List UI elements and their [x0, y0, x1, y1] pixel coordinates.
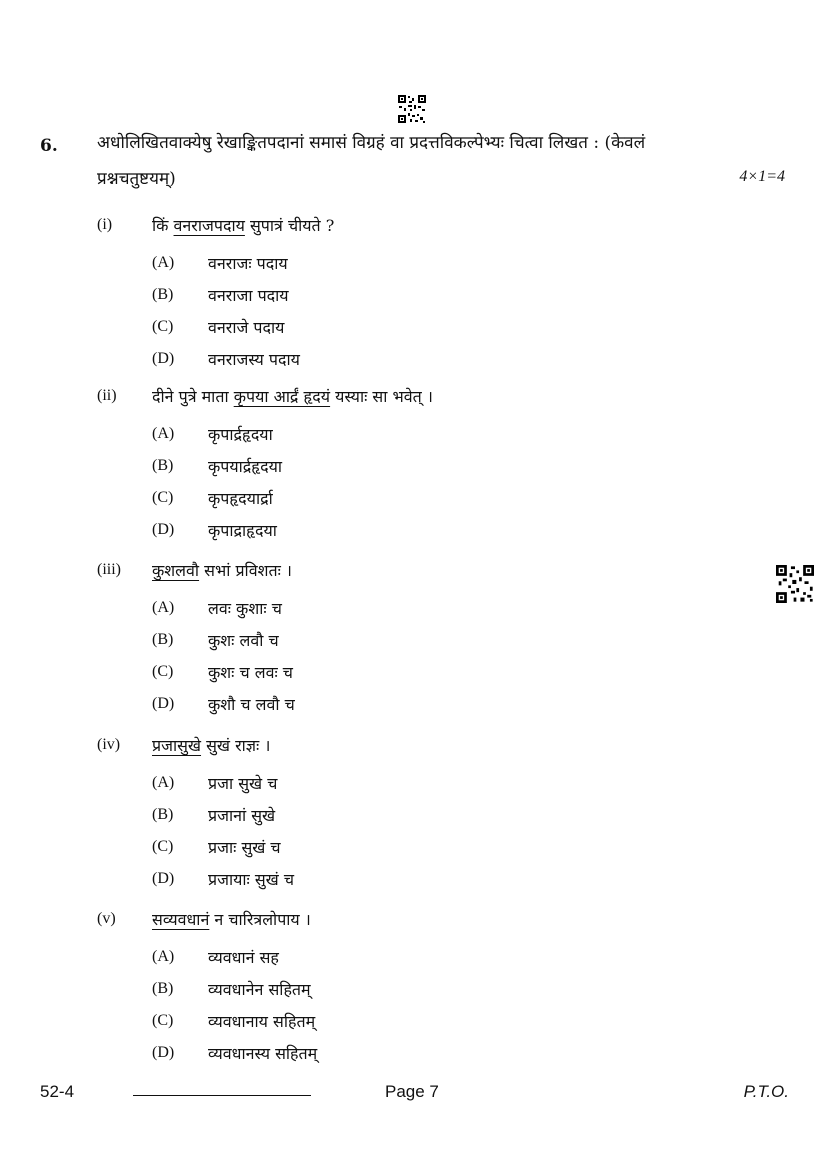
marks-allocation: 4×1=4 — [739, 168, 785, 185]
option-text: कृपार्द्रहृदया — [208, 425, 273, 444]
option-label: (D) — [152, 350, 175, 367]
option-text: कृपयार्द्रहृदया — [208, 457, 283, 476]
page-number: Page 7 — [385, 1082, 439, 1101]
underlined-word: वनराजपदाय — [173, 216, 245, 235]
option-label: (A) — [152, 599, 175, 616]
option-text: प्रजाः सुखं च — [208, 838, 281, 857]
option-text: कुशौ च लवौ च — [208, 695, 295, 714]
option-label: (A) — [152, 774, 175, 791]
stem-text-before: दीने पुत्रे माता — [152, 387, 234, 406]
option-label: (D) — [152, 870, 175, 887]
stem-text-after: सुखं राज्ञः । — [201, 736, 271, 755]
option-label: (D) — [152, 521, 175, 538]
question-instruction: अधोलिखितवाक्येषु रेखाङ्कितपदानां समासं विग्रहं वा प्रदत्तविकल्पेभ्यः चित्वा लिखत : (केवलं — [97, 133, 646, 153]
stem-text-after: न चारित्रलोपाय । — [209, 910, 311, 929]
underlined-word: कुशलवौ — [152, 561, 200, 580]
option-label: (C) — [152, 1012, 174, 1029]
option-text: व्यवधानेन सहितम् — [208, 980, 311, 999]
option-text: वनराजा पदाय — [208, 286, 289, 305]
option-text: व्यवधानस्य सहितम् — [208, 1044, 318, 1063]
option-text: वनराजस्य पदाय — [208, 350, 300, 369]
option-text: प्रजायाः सुखं च — [208, 870, 295, 889]
stem-text-after: सभां प्रविशतः । — [199, 561, 292, 580]
footer-divider — [133, 1095, 311, 1096]
underlined-word: सव्यवधानं — [152, 910, 210, 929]
option-label: (B) — [152, 631, 174, 648]
option-text: लवः कुशाः च — [208, 599, 282, 618]
underlined-word: प्रजासुखे — [152, 736, 202, 755]
question-instruction-continued: प्रश्नचतुष्टयम्) — [97, 169, 176, 189]
option-label: (C) — [152, 838, 174, 855]
subquestion-stem — [152, 908, 311, 930]
side-qr-code-icon — [776, 565, 814, 603]
option-text: कृपहृदयार्द्रा — [208, 489, 273, 508]
subquestion-number: (i) — [97, 216, 113, 233]
option-label: (D) — [152, 1044, 175, 1061]
underlined-word: कृपया आर्द्रं हृदयं — [233, 387, 331, 406]
subquestion-stem — [152, 385, 433, 407]
option-label: (C) — [152, 489, 174, 506]
option-text: वनराजे पदाय — [208, 318, 285, 337]
option-text: व्यवधानाय सहितम् — [208, 1012, 316, 1031]
please-turn-over: P.T.O. — [743, 1082, 789, 1101]
option-label: (A) — [152, 254, 175, 271]
option-text: व्यवधानं सह — [208, 948, 279, 967]
top-qr-code-icon — [398, 95, 426, 123]
option-text: प्रजा सुखे च — [208, 774, 278, 793]
paper-code: 52-4 — [40, 1082, 75, 1101]
stem-text-before: किं — [152, 216, 174, 235]
option-label: (C) — [152, 318, 174, 335]
option-label: (A) — [152, 425, 175, 442]
option-label: (B) — [152, 980, 174, 997]
stem-text-after: यस्याः सा भवेत् । — [330, 387, 433, 406]
option-label: (B) — [152, 457, 174, 474]
subquestion-number: (v) — [97, 910, 116, 927]
option-text: कुशः लवौ च — [208, 631, 279, 650]
option-label: (C) — [152, 663, 174, 680]
stem-text-after: सुपात्रं चीयते ? — [244, 216, 335, 235]
subquestion-stem — [152, 734, 270, 756]
option-text: वनराजः पदाय — [208, 254, 288, 273]
option-text: प्रजानां सुखे — [208, 806, 276, 825]
option-label: (A) — [152, 948, 175, 965]
option-text: कुशः च लवः च — [208, 663, 293, 682]
question-number: 6. — [40, 136, 58, 156]
subquestion-number: (iv) — [97, 736, 121, 753]
subquestion-stem — [152, 214, 334, 236]
option-label: (B) — [152, 806, 174, 823]
subquestion-number: (iii) — [97, 561, 121, 578]
subquestion-number: (ii) — [97, 387, 117, 404]
option-label: (B) — [152, 286, 174, 303]
option-label: (D) — [152, 695, 175, 712]
subquestion-stem — [152, 559, 292, 581]
option-text: कृपाद्राहृदया — [208, 521, 277, 540]
